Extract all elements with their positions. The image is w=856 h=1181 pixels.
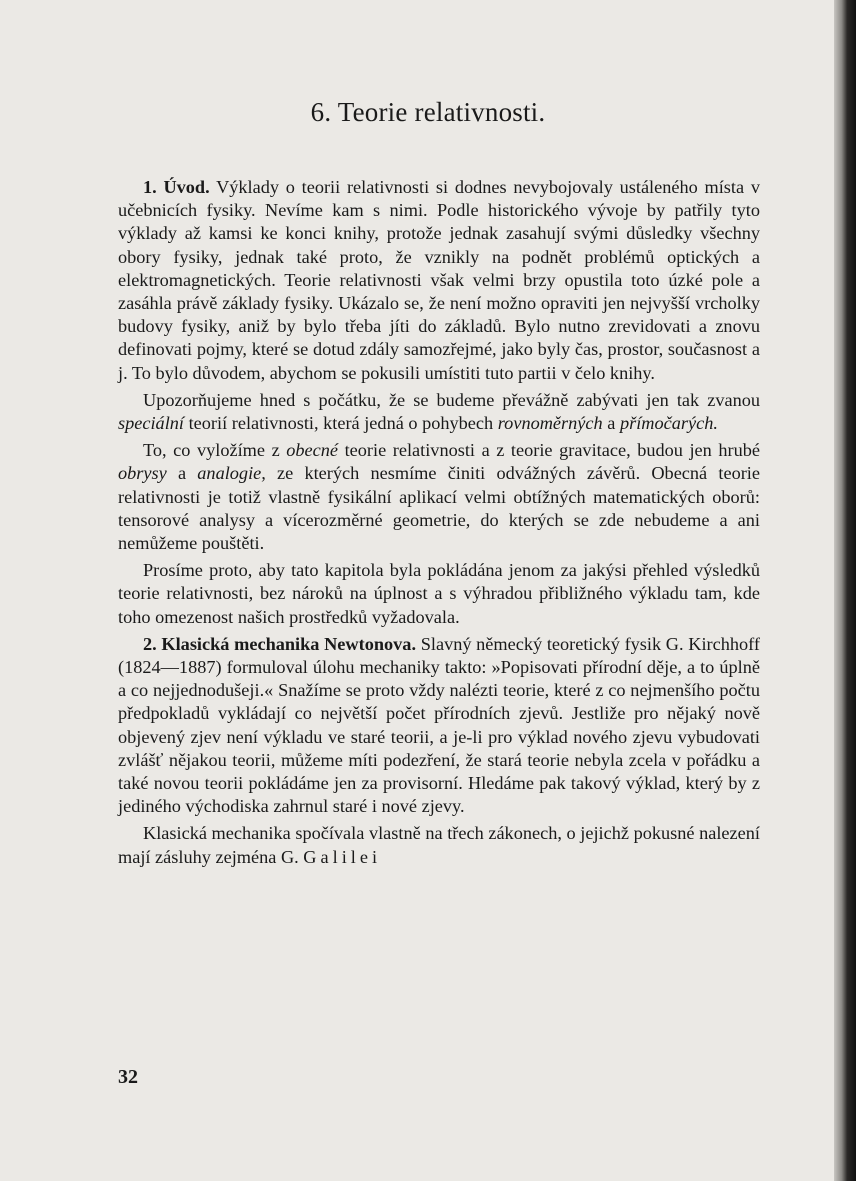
italic-term: analogie, [197,463,266,484]
section2-p1-text: Slavný německý teoretický fysik G. Kirchhoff (1824—1887) formuloval úlohu mechaniky takto: »Popisovati přírodní děje, a to úplně a co nejjednodušeji.« Snažíme se proto vždy nalézti teorie, které z co nejmenšího počtu předpokladů vykládají co největší počet přírodních zjevů. Jestliže pro nějaký nově objevený zjev není výkladu ve staré teorii, a je-li pro výklad nového zjevu vybudovati zvlášť nějakou teorii, můžeme míti podezření, že stará teorie nebyla zcela v pořádku a také novou teorii pokládáme jen za provisorní. Hledáme pak takový výklad, který by z jediného východiska zahrnul staré i nové zjevy. [118,633,761,817]
italic-term: přímočarých. [619,413,718,434]
text-run: teorií relativnosti, která jedná o pohybech [184,413,498,434]
spaced-name: Galilei [303,846,382,867]
section1-paragraph3 [118,439,760,555]
italic-term: obecné [286,440,339,461]
page-number: 32 [118,1066,138,1088]
section2-title: 2. Klasická mechanika Newtonova. [143,633,417,654]
section1-paragraph1 [118,176,760,385]
section2-paragraph1 [118,633,760,819]
italic-term: rovnoměrných [497,413,603,434]
italic-term: speciální [118,413,185,434]
text-run: To, co vyložíme z [143,440,287,461]
text-run: a [602,413,620,434]
section2-paragraph2 [118,822,760,868]
section1-p1-text: Výklady o teorii relativnosti si dodnes nevybojovaly ustáleného místa v učebnicích fysiky. Nevíme kam s nimi. Podle historického vývoje by patřily tyto výklady až kamsi ke konci knihy, protože jednak zasahují svými důsledky všechny obory fysiky, jednak také proto, že vznikly na podnět problémů optických a elektromagnetických. Teorie relativnosti však velmi brzy opustila toto úzké pole a zasáhla právě základy fysiky. Ukázalo se, že není možno opraviti jen nejvyšší vrcholky budovy fysiky, aniž by bylo třeba jíti do základů. Bylo nutno zrevidovati a znovu definovati pojmy, které se dotud zdály samozřejmé, jako byly čas, prostor, současnost a j. To bylo důvodem, abychom se pokusili umístiti tuto partii v čelo knihy. [118,177,760,383]
body-text [118,176,760,869]
italic-term: obrysy [118,463,167,484]
text-run: ze kterých nesmíme činiti odvážných závěrů. Obecná teorie relativnosti je totiž vlastně fysikální aplikací velmi obtížných matematických oborů: tensorové analysy a vícerozměrné geometrie, do kterých se zde nebudeme a ani nemůžeme pouštěti. [118,463,760,554]
page-binding-edge [834,0,856,1181]
text-run: teorie relativnosti a z teorie gravitace, budou jen hrubé [338,440,760,461]
chapter-heading: 6. Teorie relativnosti. [310,97,546,127]
section1-paragraph4: Prosíme proto, aby tato kapitola byla pokládána jenom za jakýsi přehled výsledků teorie relativnosti, bez nároků na úplnost a s výhradou přibližného výkladu tam, kde toho omezenost našich prostředků vyžadovala. [118,560,760,627]
section1-title: 1. Úvod. [143,177,210,197]
text-run: Klasická mechanika spočívala vlastně na třech zákonech, o jejichž pokusné nalezení mají zásluhy zejména G. [118,823,760,867]
section1-paragraph2 [118,389,760,435]
text-run: a [166,463,198,484]
text-run: Upozorňujeme hned s počátku, že se budeme převážně zabývati jen tak zvanou [143,389,760,410]
